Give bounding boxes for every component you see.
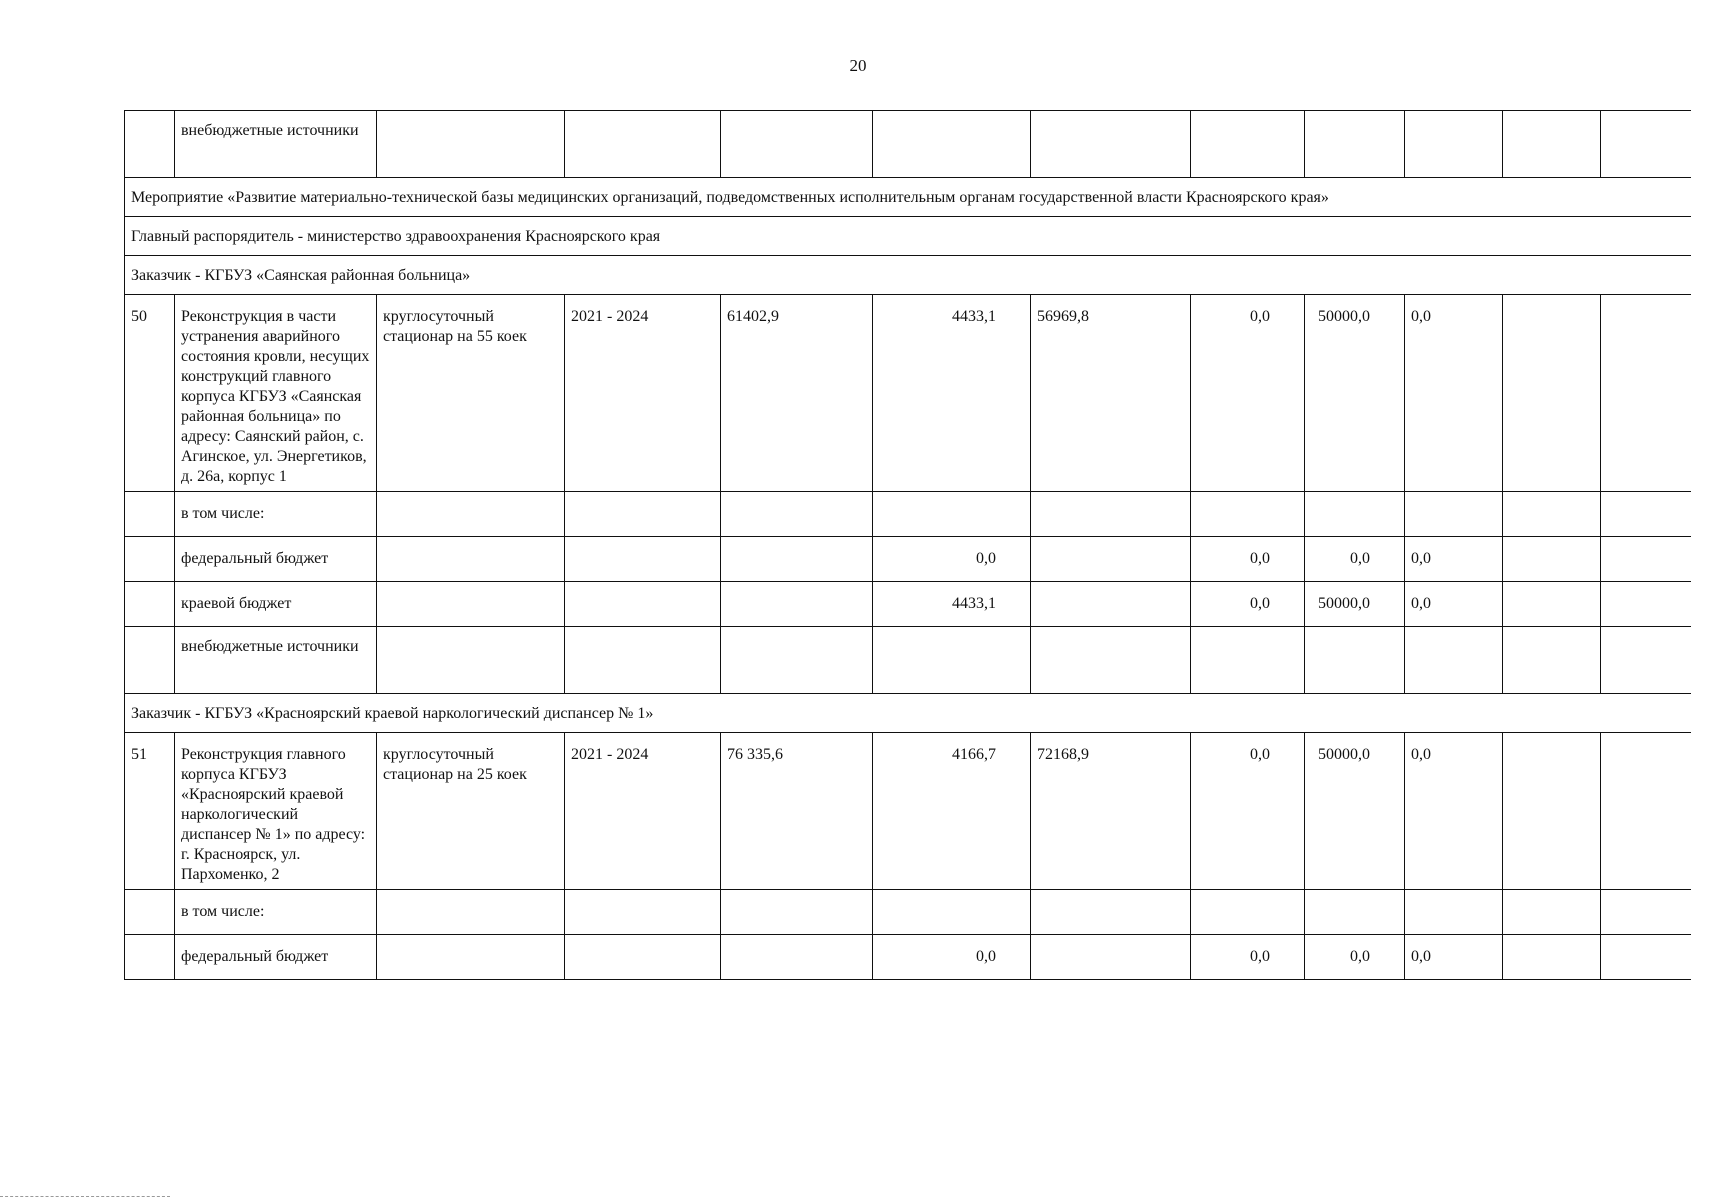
- empty-cell: [565, 111, 721, 178]
- page-number: 20: [849, 56, 867, 75]
- empty-cell: [565, 537, 721, 582]
- empty-cell: [377, 890, 565, 935]
- empty-cell: [377, 537, 565, 582]
- value-cell: [1191, 627, 1305, 694]
- table-row: [125, 694, 1691, 733]
- value-cell: 72168,9: [1031, 733, 1191, 890]
- table-row: [125, 492, 1691, 537]
- empty-cell: [377, 627, 565, 694]
- value-cell: 0,0: [1405, 537, 1503, 582]
- row-number: 50: [125, 295, 175, 492]
- value-cell: [873, 492, 1031, 537]
- empty-cell: [1503, 582, 1601, 627]
- empty-cell: [565, 890, 721, 935]
- value-cell: 56969,8: [1031, 295, 1191, 492]
- value-cell: [873, 890, 1031, 935]
- table-row: [125, 582, 1691, 627]
- table-row: [125, 537, 1691, 582]
- empty-cell: [1601, 582, 1691, 627]
- empty-cell: [1031, 111, 1191, 178]
- value-cell: 0,0: [1405, 582, 1503, 627]
- section-heading: Заказчик - КГБУЗ «Саянская районная больница»: [125, 256, 1691, 295]
- value-cell: 0,0: [1191, 935, 1305, 980]
- empty-cell: [721, 582, 873, 627]
- empty-cell: [1503, 935, 1601, 980]
- object-capacity: круглосуточный стационар на 25 коек: [377, 733, 565, 890]
- value-cell: [1191, 890, 1305, 935]
- value-cell: 50000,0: [1305, 733, 1405, 890]
- table-row: [125, 178, 1691, 217]
- empty-cell: [1503, 537, 1601, 582]
- row-label: в том числе:: [175, 492, 377, 537]
- empty-cell: [721, 492, 873, 537]
- value-cell: 4433,1: [873, 582, 1031, 627]
- value-cell: 0,0: [1405, 935, 1503, 980]
- scan-artifact: [0, 1196, 170, 1198]
- table-row: [125, 627, 1691, 694]
- value-cell: 0,0: [873, 537, 1031, 582]
- value-cell: 50000,0: [1305, 295, 1405, 492]
- empty-cell: [1031, 492, 1191, 537]
- empty-cell: [1601, 890, 1691, 935]
- empty-cell: [1601, 111, 1691, 178]
- table-row: [125, 111, 1691, 178]
- row-label: в том числе:: [175, 890, 377, 935]
- empty-cell: [1031, 537, 1191, 582]
- empty-cell: [1503, 890, 1601, 935]
- empty-cell: [1601, 733, 1691, 890]
- empty-cell: [125, 537, 175, 582]
- empty-cell: [377, 492, 565, 537]
- empty-cell: [721, 627, 873, 694]
- table-row: [125, 217, 1691, 256]
- empty-cell: [125, 582, 175, 627]
- empty-cell: [1031, 627, 1191, 694]
- empty-cell: [1503, 627, 1601, 694]
- empty-cell: [1031, 935, 1191, 980]
- value-cell: [1405, 890, 1503, 935]
- row-label: внебюджетные источники: [175, 627, 377, 694]
- value-cell: [873, 627, 1031, 694]
- row-label: внебюджетные источники: [175, 111, 377, 178]
- empty-cell: [1601, 492, 1691, 537]
- empty-cell: [721, 890, 873, 935]
- empty-cell: [125, 111, 175, 178]
- empty-cell: [565, 935, 721, 980]
- empty-cell: [125, 935, 175, 980]
- object-name: Реконструкция в части устранения аварийного состояния кровли, несущих конструкций главного корпуса КГБУЗ «Саянская районная больница» по адресу: Саянский район, с. Агинское, ул. Энергетиков, д. 26а, корпус 1: [175, 295, 377, 492]
- section-heading: Главный распорядитель - министерство здравоохранения Красноярского края: [125, 217, 1691, 256]
- value-cell: [1305, 890, 1405, 935]
- empty-cell: [1503, 492, 1601, 537]
- value-cell: 0,0: [873, 935, 1031, 980]
- value-cell: 0,0: [1191, 295, 1305, 492]
- empty-cell: [721, 935, 873, 980]
- value-cell: 0,0: [1305, 537, 1405, 582]
- object-period: 2021 - 2024: [565, 295, 721, 492]
- value-cell: 0,0: [1191, 733, 1305, 890]
- empty-cell: [125, 627, 175, 694]
- value-cell: 0,0: [1305, 935, 1405, 980]
- empty-cell: [377, 582, 565, 627]
- empty-cell: [721, 111, 873, 178]
- value-cell: 0,0: [1405, 733, 1503, 890]
- value-cell: 50000,0: [1305, 582, 1405, 627]
- value-cell: 0,0: [1191, 582, 1305, 627]
- estimated-cost: 76 335,6: [721, 733, 873, 890]
- value-cell: [1191, 111, 1305, 178]
- empty-cell: [125, 890, 175, 935]
- value-cell: [1405, 111, 1503, 178]
- empty-cell: [125, 492, 175, 537]
- empty-cell: [1503, 111, 1601, 178]
- table-row: [125, 295, 1691, 492]
- row-label: федеральный бюджет: [175, 537, 377, 582]
- empty-cell: [1031, 890, 1191, 935]
- table-row: [125, 890, 1691, 935]
- row-label: федеральный бюджет: [175, 935, 377, 980]
- empty-cell: [377, 111, 565, 178]
- object-capacity: круглосуточный стационар на 55 коек: [377, 295, 565, 492]
- table-row: [125, 935, 1691, 980]
- value-cell: 0,0: [1191, 537, 1305, 582]
- value-cell: [1305, 627, 1405, 694]
- empty-cell: [1601, 935, 1691, 980]
- empty-cell: [377, 935, 565, 980]
- empty-cell: [565, 492, 721, 537]
- empty-cell: [1601, 627, 1691, 694]
- empty-cell: [565, 582, 721, 627]
- value-cell: [873, 111, 1031, 178]
- table-row: [125, 256, 1691, 295]
- empty-cell: [565, 627, 721, 694]
- estimated-cost: 61402,9: [721, 295, 873, 492]
- empty-cell: [1503, 733, 1601, 890]
- value-cell: 4433,1: [873, 295, 1031, 492]
- value-cell: 0,0: [1405, 295, 1503, 492]
- section-heading: Мероприятие «Развитие материально-технической базы медицинских организаций, подведомственных исполнительным органам государственной власти Красноярского края»: [125, 178, 1691, 217]
- value-cell: [1191, 492, 1305, 537]
- table-row: [125, 733, 1691, 890]
- section-heading: Заказчик - КГБУЗ «Красноярский краевой наркологический диспансер № 1»: [125, 694, 1691, 733]
- value-cell: [1305, 111, 1405, 178]
- value-cell: [1405, 492, 1503, 537]
- value-cell: [1405, 627, 1503, 694]
- value-cell: 4166,7: [873, 733, 1031, 890]
- empty-cell: [1601, 295, 1691, 492]
- empty-cell: [1503, 295, 1601, 492]
- object-period: 2021 - 2024: [565, 733, 721, 890]
- row-label: краевой бюджет: [175, 582, 377, 627]
- empty-cell: [1601, 537, 1691, 582]
- empty-cell: [721, 537, 873, 582]
- empty-cell: [1031, 582, 1191, 627]
- value-cell: [1305, 492, 1405, 537]
- financing-table: [124, 110, 1691, 980]
- row-number: 51: [125, 733, 175, 890]
- object-name: Реконструкция главного корпуса КГБУЗ «Красноярский краевой наркологический диспансер № 1» по адресу: г. Красноярск, ул. Пархоменко, 2: [175, 733, 377, 890]
